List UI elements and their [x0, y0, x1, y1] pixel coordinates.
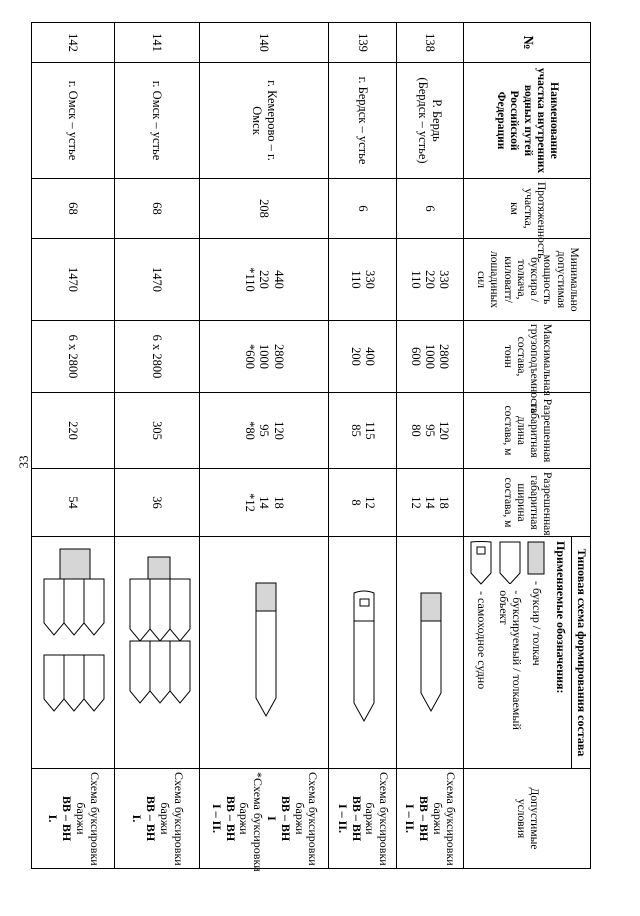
- cond-line: *Схема буксировки: [251, 772, 266, 872]
- value: 18: [437, 496, 452, 509]
- scheme-tug-barge-icon: [246, 553, 286, 753]
- row-name-line: г. Бердск – устье: [355, 76, 370, 165]
- table-row: [115, 23, 200, 869]
- cond-line: баржи: [363, 802, 378, 835]
- row-num: 142: [32, 23, 115, 63]
- table-row: [199, 23, 329, 869]
- row-max-width: [396, 469, 463, 537]
- row-length: 68: [115, 179, 200, 239]
- value: 8: [348, 499, 363, 506]
- value: 220: [257, 270, 272, 289]
- value: 330: [362, 270, 377, 289]
- row-name-line: г. Омск – устье: [66, 80, 81, 161]
- header-scheme: [463, 537, 590, 769]
- legend-vessel: [468, 537, 494, 768]
- row-name: [329, 63, 396, 179]
- cond-line: баржи: [292, 802, 307, 835]
- header-max-length: Разрешенная габаритная длина состава, м: [463, 393, 590, 469]
- value: 220: [422, 270, 437, 289]
- barge-symbol-icon: [499, 541, 521, 584]
- row-name: [199, 63, 329, 179]
- value: 95: [257, 424, 272, 437]
- value: 12: [362, 496, 377, 509]
- value: 115: [362, 421, 377, 440]
- header-num: №: [463, 23, 590, 63]
- cond-line: I – II.: [402, 803, 417, 833]
- row-name-line: г. Омск – устье: [150, 80, 165, 161]
- header-length: Протяженность участка, км: [463, 179, 590, 239]
- value: 1000: [257, 344, 272, 369]
- row-scheme: [396, 537, 463, 769]
- table-row: [396, 23, 463, 869]
- row-capacity: [115, 321, 200, 393]
- row-scheme: [199, 537, 329, 769]
- row-power: [199, 239, 329, 321]
- rotated-table-wrapper: [31, 22, 591, 872]
- value: 14: [257, 496, 272, 509]
- cond-line: ВВ – ВН: [349, 795, 364, 842]
- tug-symbol-icon: [527, 541, 545, 575]
- value: 54: [66, 496, 81, 509]
- value: 305: [150, 421, 165, 440]
- cond-line: Схема буксировки: [377, 772, 392, 866]
- row-power: [32, 239, 115, 321]
- row-num: 139: [329, 23, 396, 63]
- value: 14: [422, 496, 437, 509]
- row-length: 68: [32, 179, 115, 239]
- value: *80: [243, 421, 257, 440]
- cond-line: Схема буксировки: [171, 772, 186, 866]
- header-max-width: Разрешенная габаритная ширина состава, м: [463, 469, 590, 537]
- legend-vessel-label: - самоходное судно: [474, 591, 489, 690]
- value: 85: [348, 424, 363, 437]
- row-conditions: [396, 769, 463, 869]
- cond-line: I – II.: [209, 803, 224, 833]
- row-power: [329, 239, 396, 321]
- value: 600: [408, 347, 423, 366]
- cond-line: ВВ – ВН: [60, 795, 75, 842]
- cond-line: I.: [130, 814, 145, 823]
- value: 110: [348, 270, 363, 289]
- value: 120: [437, 421, 452, 440]
- scheme-title: Типовая схема формирования состава: [571, 537, 590, 768]
- row-name: [115, 63, 200, 179]
- row-scheme: [32, 537, 115, 769]
- legend: [464, 537, 571, 768]
- value: 1470: [66, 267, 81, 292]
- value: 2800: [271, 344, 286, 369]
- row-num: 140: [199, 23, 329, 63]
- row-capacity: [199, 321, 329, 393]
- header-capacity: Максимальная грузоподъемность состава, тонн: [463, 321, 590, 393]
- value: 1000: [422, 344, 437, 369]
- row-max-length: [115, 393, 200, 469]
- scheme-tug-barge-icon: [411, 553, 451, 753]
- value: 220: [66, 421, 81, 440]
- row-conditions: [32, 769, 115, 869]
- row-name-line: (Бердск – устье): [415, 77, 430, 164]
- value: *110: [243, 267, 257, 292]
- row-max-width: [199, 469, 329, 537]
- page-number: 33: [16, 455, 31, 469]
- value: 200: [348, 347, 363, 366]
- cond-line: Схема буксировки: [87, 772, 102, 866]
- row-capacity: [32, 321, 115, 393]
- value: 120: [271, 421, 286, 440]
- header-name: Наименование участка внутренних водных путей Российской Федерации: [463, 63, 590, 179]
- row-length: 208: [199, 179, 329, 239]
- value: 110: [408, 270, 423, 289]
- value: 400: [362, 347, 377, 366]
- row-name: [32, 63, 115, 179]
- value: *12: [243, 493, 257, 512]
- cond-line: I: [264, 816, 279, 821]
- row-max-width: [115, 469, 200, 537]
- value: 80: [408, 424, 423, 437]
- cond-line: Схема буксировки: [306, 772, 321, 866]
- row-scheme: [329, 537, 396, 769]
- row-num: 141: [115, 23, 200, 63]
- cond-line: ВВ – ВН: [416, 795, 431, 842]
- value: 2800: [437, 344, 452, 369]
- row-length: 6: [329, 179, 396, 239]
- value: 18: [271, 496, 286, 509]
- header-power: Минимально допустимая мощность буксира / толкача, киловатт/лошадиных сил: [463, 239, 590, 321]
- row-conditions: [199, 769, 329, 872]
- value: 12: [408, 496, 423, 509]
- value: 330: [437, 270, 452, 289]
- cond-line: I.: [46, 814, 61, 823]
- row-max-width: [32, 469, 115, 537]
- value: 6 х 2800: [150, 334, 165, 379]
- row-capacity: [396, 321, 463, 393]
- legend-title: Применяемые обозначения:: [554, 541, 569, 694]
- row-name: [396, 63, 463, 179]
- scheme-tug-3x2-barges-icon: [126, 543, 192, 763]
- self-propelled-vessel-icon: [470, 541, 492, 585]
- legend-tug-label: - буксир / толкач: [530, 581, 545, 666]
- table-row: [32, 23, 115, 869]
- legend-tug: [525, 537, 547, 768]
- value: 1470: [150, 267, 165, 292]
- cond-line: ВВ – ВН: [278, 795, 293, 842]
- row-capacity: [329, 321, 396, 393]
- legend-barge-label: - буксируемый / толкаемый объект: [496, 590, 525, 730]
- row-max-length: [32, 393, 115, 469]
- row-conditions: [115, 769, 200, 869]
- value: 440: [271, 270, 286, 289]
- value: 95: [422, 424, 437, 437]
- cond-line: ВВ – ВН: [144, 795, 158, 842]
- cond-line: баржи: [157, 802, 172, 835]
- scheme-vessel-barge-icon: [344, 553, 384, 753]
- cond-line: ВВ – ВН: [223, 795, 238, 842]
- row-max-length: [199, 393, 329, 469]
- cond-line: Схема буксировки: [444, 772, 459, 866]
- row-conditions: [329, 769, 396, 869]
- cond-line: баржи: [237, 802, 252, 835]
- cond-line: I – II.: [335, 803, 350, 833]
- row-length: 6: [396, 179, 463, 239]
- row-name-line: Омск: [250, 106, 265, 135]
- row-max-length: [329, 393, 396, 469]
- scheme-tug-2x3-barges-icon: [42, 543, 108, 763]
- legend-barge: [494, 537, 526, 768]
- value: *600: [243, 344, 257, 369]
- row-name-line: Р. Бердь: [430, 99, 445, 142]
- row-max-length: [396, 393, 463, 469]
- header-conditions: Допустимые условия: [463, 769, 590, 869]
- row-power: [115, 239, 200, 321]
- cond-line: баржи: [430, 802, 445, 835]
- row-num: 138: [396, 23, 463, 63]
- cond-line: баржи: [73, 802, 88, 835]
- table-row: [329, 23, 396, 869]
- convoy-table: [31, 22, 591, 872]
- value: 6 х 2800: [66, 334, 81, 379]
- row-max-width: [329, 469, 396, 537]
- row-name-line: г. Кемерово – г.: [264, 80, 279, 161]
- value: 36: [150, 496, 165, 509]
- row-scheme: [115, 537, 200, 769]
- row-power: [396, 239, 463, 321]
